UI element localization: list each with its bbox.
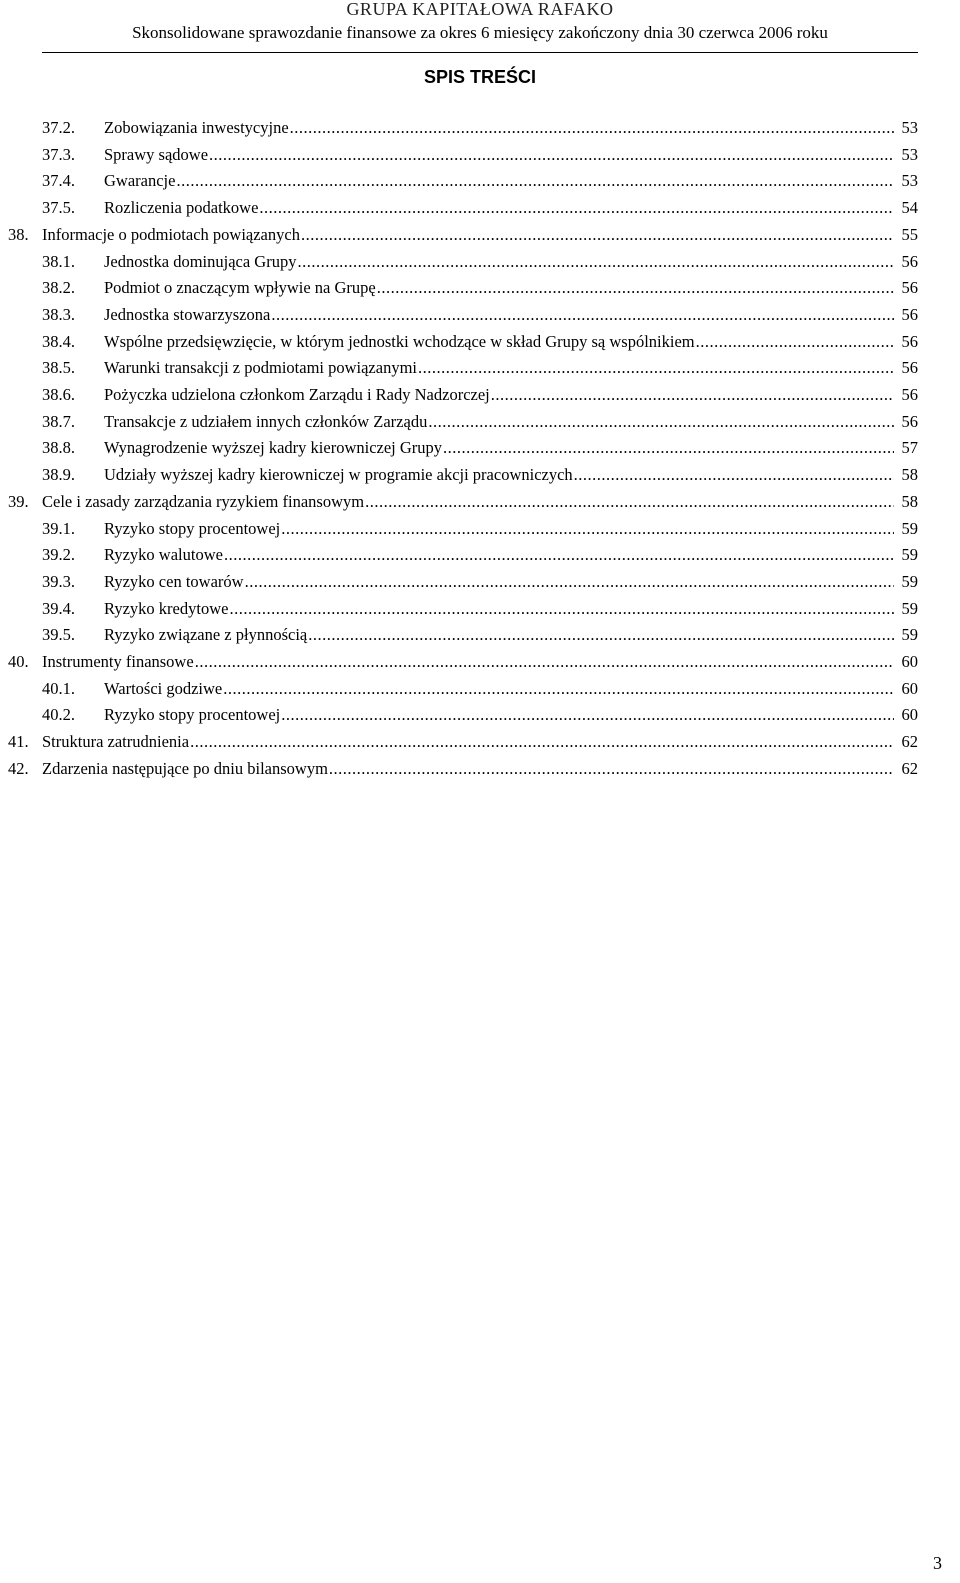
toc-entry-number: 38.1. <box>42 251 75 271</box>
toc-entry-page: 62 <box>901 758 918 778</box>
report-subtitle: Skonsolidowane sprawozdanie finansowe za okres 6 miesięcy zakończony dnia 30 czerwca 2006 roku <box>132 23 828 42</box>
toc-entry[interactable] <box>0 409 918 435</box>
toc-entry-page: 53 <box>901 171 918 191</box>
toc-entry-title-text: Wartości godziwe <box>104 676 223 702</box>
toc-entry[interactable] <box>0 329 918 355</box>
toc-entry[interactable] <box>0 596 918 622</box>
toc-entry-title-text: Ryzyko kredytowe <box>104 596 229 622</box>
toc-entry-title-text: Informacje o podmiotach powiązanych <box>42 222 301 248</box>
toc-leader-dots <box>443 435 894 461</box>
toc-entry-title-text: Sprawy sądowe <box>104 142 209 168</box>
toc-leader-dots <box>308 622 894 648</box>
toc-entry-title-text: Rozliczenia podatkowe <box>104 195 259 221</box>
page-number: 3 <box>933 1553 942 1573</box>
toc-entry-page: 56 <box>901 278 918 298</box>
toc-entry-number: 39.3. <box>42 571 75 591</box>
toc-entry-number: 40.1. <box>42 678 75 698</box>
toc-entry[interactable] <box>0 115 918 141</box>
toc-entry-title-text: Ryzyko związane z płynnością <box>104 622 308 648</box>
toc-leader-dots <box>574 462 894 488</box>
toc-entry[interactable] <box>0 195 918 221</box>
toc-entry-page: 58 <box>901 491 918 511</box>
toc-entry-page: 55 <box>901 224 918 244</box>
toc-entry-title-text: Udziały wyższej kadry kierowniczej w programie akcji pracowniczych <box>104 462 574 488</box>
toc-entry-title <box>104 142 894 168</box>
toc-entry-title <box>104 302 894 328</box>
toc-entry-title-text: Transakcje z udziałem innych członków Zarządu <box>104 409 428 435</box>
toc-leader-dots <box>329 756 894 782</box>
toc-entry-page: 56 <box>901 385 918 404</box>
toc-entry[interactable] <box>0 569 918 595</box>
toc-entry-number: 38. <box>8 224 29 244</box>
toc-entry-title <box>104 355 894 381</box>
toc-leader-dots <box>245 569 894 595</box>
toc-entry-page: 54 <box>901 198 918 218</box>
toc-leader-dots <box>259 195 894 221</box>
toc-entry[interactable] <box>0 168 918 194</box>
toc-entry-page: 59 <box>901 571 918 591</box>
toc-entry-title <box>104 702 894 728</box>
company-name: GRUPA KAPITAŁOWA RAFAKO <box>346 0 614 16</box>
toc-entry-title <box>104 569 894 595</box>
toc-entry[interactable] <box>0 222 918 248</box>
toc-entry-page: 57 <box>901 438 918 458</box>
toc-entry-title <box>104 382 894 408</box>
toc-entry-number: 39.5. <box>42 625 75 645</box>
toc-entry-number: 39.4. <box>42 598 75 618</box>
toc-entry-number: 40. <box>8 652 29 671</box>
toc-title: SPIS TREŚCI <box>423 67 537 87</box>
toc-entry-page: 56 <box>901 251 918 271</box>
toc-entry-page: 59 <box>901 598 918 618</box>
toc-entry-title-text: Ryzyko stopy procentowej <box>104 516 281 542</box>
toc-entry[interactable] <box>0 462 918 488</box>
page-header <box>0 0 960 48</box>
toc-entry-number: 38.4. <box>42 331 75 351</box>
toc-entry-page: 60 <box>901 652 918 671</box>
toc-entry[interactable] <box>0 355 918 381</box>
toc-entry[interactable] <box>0 649 918 675</box>
toc-entry[interactable] <box>0 516 918 542</box>
toc-entry-title <box>104 622 894 648</box>
toc-entry-number: 39.2. <box>42 545 75 565</box>
toc-entry-page: 62 <box>901 732 918 752</box>
toc-entry-title-text: Jednostka stowarzyszona <box>104 302 271 328</box>
toc-entry[interactable] <box>0 489 918 515</box>
toc-entry-number: 37.4. <box>42 171 75 191</box>
toc-entry-number: 38.5. <box>42 358 75 378</box>
toc-entry-title <box>42 729 894 755</box>
toc-entry-number: 40.2. <box>42 705 75 725</box>
toc-entry-page: 56 <box>901 411 918 431</box>
toc-entry-page: 59 <box>901 545 918 565</box>
toc-leader-dots <box>301 222 894 248</box>
toc-entry-number: 42. <box>8 758 29 778</box>
toc-leader-dots <box>281 516 894 542</box>
toc-entry-page: 58 <box>901 465 918 485</box>
toc-entry-title <box>104 275 894 301</box>
toc-leader-dots <box>195 649 894 675</box>
toc-entry-title-text: Ryzyko walutowe <box>104 542 224 568</box>
toc-entry-title-text: Jednostka dominująca Grupy <box>104 249 297 275</box>
toc-entry-title-text: Gwarancje <box>104 168 176 194</box>
toc-entry-page: 60 <box>901 705 918 725</box>
toc-entry[interactable] <box>0 542 918 568</box>
toc-entry-title <box>42 756 894 782</box>
toc-entry-page: 56 <box>901 304 918 324</box>
toc-leader-dots <box>271 302 894 328</box>
toc-entry-number: 38.6. <box>42 385 75 404</box>
toc-leader-dots <box>190 729 894 755</box>
toc-entry-number: 37.5. <box>42 198 75 218</box>
toc-entry-title <box>42 222 894 248</box>
toc-entry-page: 60 <box>901 678 918 698</box>
toc-entry-title-text: Wynagrodzenie wyższej kadry kierowniczej Grupy <box>104 435 443 461</box>
toc-leader-dots <box>176 168 894 194</box>
toc-entry-title <box>104 195 894 221</box>
toc-entry-page: 56 <box>901 358 918 378</box>
toc-leader-dots <box>224 542 894 568</box>
toc-entry-title-text: Ryzyko stopy procentowej <box>104 702 281 728</box>
toc-entry-title-text: Pożyczka udzielona członkom Zarządu i Rady Nadzorczej <box>104 382 491 408</box>
toc-entry[interactable] <box>0 302 918 328</box>
toc-leader-dots <box>229 596 894 622</box>
toc-entry-title-text: Warunki transakcji z podmiotami powiązanymi <box>104 355 418 381</box>
toc-entry-page: 59 <box>901 625 918 645</box>
toc-entry[interactable] <box>0 142 918 168</box>
toc-entry-title-text: Struktura zatrudnienia <box>42 729 190 755</box>
toc-entry-page: 53 <box>901 118 918 137</box>
toc-entry[interactable] <box>0 435 918 461</box>
toc-entry-number: 37.3. <box>42 144 75 164</box>
toc-entry-number: 37.2. <box>42 118 75 137</box>
toc-entry-title <box>104 542 894 568</box>
toc-leader-dots <box>491 382 894 408</box>
toc-entry-title-text: Podmiot o znaczącym wpływie na Grupę <box>104 275 377 301</box>
toc-entry-title <box>42 649 894 675</box>
toc-entry[interactable] <box>0 622 918 648</box>
toc-entry-title-text: Zobowiązania inwestycyjne <box>104 115 290 141</box>
toc-entry-page: 53 <box>901 144 918 164</box>
toc-leader-dots <box>290 115 894 141</box>
toc-entry[interactable] <box>0 756 918 782</box>
toc-entry-number: 38.9. <box>42 465 75 485</box>
toc-leader-dots <box>297 249 894 275</box>
toc-entry[interactable] <box>0 676 918 702</box>
toc-leader-dots <box>223 676 894 702</box>
toc-entry-title <box>104 409 894 435</box>
toc-entry-title <box>104 435 894 461</box>
toc-leader-dots <box>377 275 894 301</box>
toc-leader-dots <box>209 142 894 168</box>
toc-entry-number: 39.1. <box>42 518 75 538</box>
toc-entry[interactable] <box>0 702 918 728</box>
toc-entry-number: 41. <box>8 732 29 752</box>
toc-entry[interactable] <box>0 729 918 755</box>
toc-entry-title <box>104 168 894 194</box>
toc-leader-dots <box>281 702 894 728</box>
toc-entry-title-text: Ryzyko cen towarów <box>104 569 245 595</box>
toc-entry-title-text: Cele i zasady zarządzania ryzykiem finansowym <box>42 489 365 515</box>
toc-leader-dots <box>418 355 894 381</box>
toc-entry-number: 38.8. <box>42 438 75 458</box>
toc-entry-title <box>104 249 894 275</box>
toc-entry-title <box>104 516 894 542</box>
toc-entry[interactable] <box>0 382 918 408</box>
toc-leader-dots <box>696 329 894 355</box>
toc-leader-dots <box>428 409 894 435</box>
toc-entry-number: 38.3. <box>42 304 75 324</box>
toc-entry-title-text: Instrumenty finansowe <box>42 649 195 675</box>
toc-entry-title <box>104 596 894 622</box>
toc-entry-number: 38.2. <box>42 278 75 298</box>
toc-entry-title <box>104 676 894 702</box>
toc-entry-title <box>104 462 894 488</box>
toc-leader-dots <box>365 489 894 515</box>
toc-entry-number: 38.7. <box>42 411 75 431</box>
toc-entry-page: 56 <box>901 331 918 351</box>
toc-entry-title-text: Zdarzenia następujące po dniu bilansowym <box>42 756 329 782</box>
toc-entry[interactable] <box>0 249 918 275</box>
toc-entry-title <box>104 115 894 141</box>
header-rule <box>42 52 918 53</box>
toc-entry[interactable] <box>0 275 918 301</box>
toc-entry-page: 59 <box>901 518 918 538</box>
toc-entry-title-text: Wspólne przedsięwzięcie, w którym jednostki wchodzące w skład Grupy są wspólnikiem <box>104 329 696 355</box>
toc-entry-title <box>104 329 894 355</box>
toc-entry-number: 39. <box>8 491 29 511</box>
toc-entry-title <box>42 489 894 515</box>
